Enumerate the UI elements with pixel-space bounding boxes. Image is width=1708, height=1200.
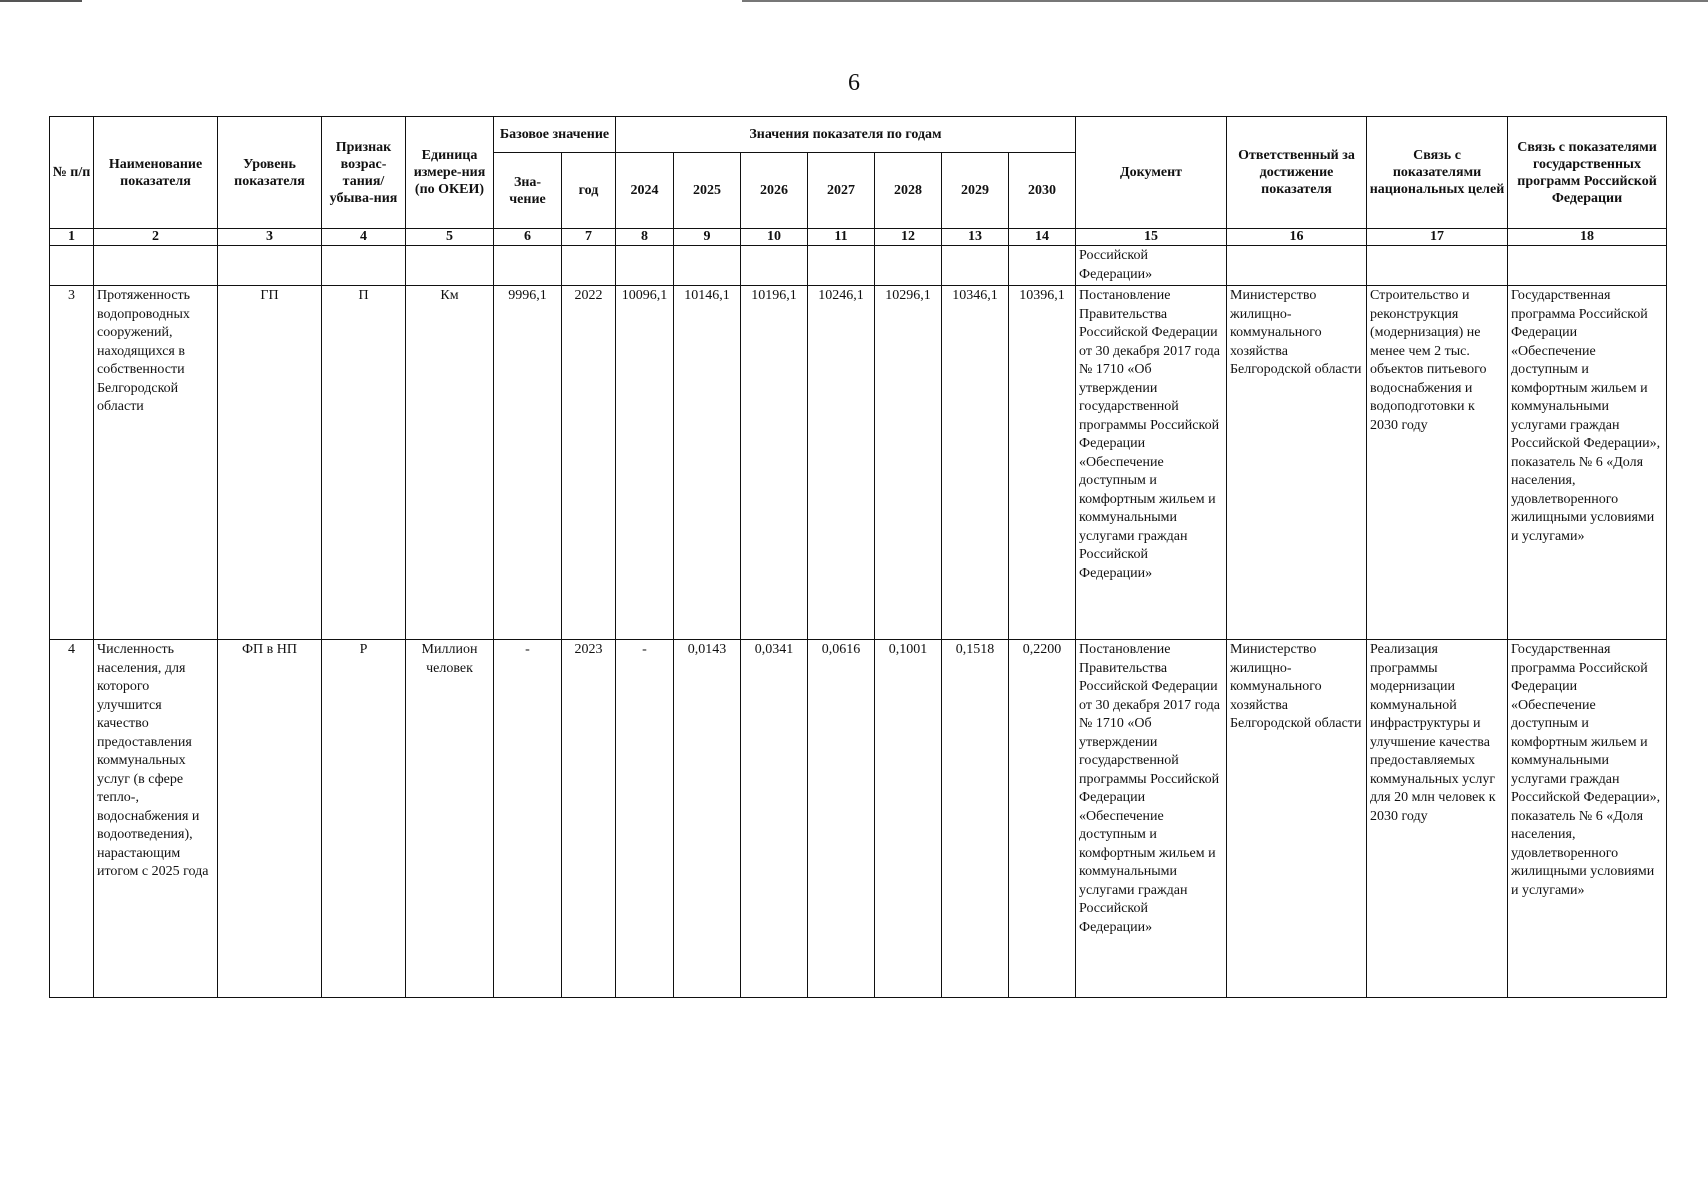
column-numbers-row (50, 229, 1667, 246)
year-value: 10246,1 (808, 286, 875, 640)
header-base-value: Зна-чение (494, 153, 562, 229)
header-num: № п/п (50, 117, 94, 229)
header-trend: Признак возрас-тания/ убыва-ния (322, 117, 406, 229)
table-row (50, 286, 1667, 640)
header-responsible: Ответственный за достижение показателя (1227, 117, 1367, 229)
year-value: 0,0341 (741, 640, 808, 998)
column-number: 18 (1508, 229, 1667, 246)
header-year: 2029 (942, 153, 1009, 229)
indicator-trend: Р (322, 640, 406, 998)
year-value: 0,1518 (942, 640, 1009, 998)
header-unit: Единица измере-ния (по ОКЕИ) (406, 117, 494, 229)
column-number: 17 (1367, 229, 1508, 246)
column-number: 8 (616, 229, 674, 246)
column-number: 12 (875, 229, 942, 246)
document: Постановление Правительства Российской Федерации от 30 декабря 2017 года № 1710 «Об утверждении государственной программы Российской Федерации «Обеспечение доступным и комфортным жильем и коммунальными услугами граждан Российской Федерации» (1076, 640, 1227, 998)
state-program: Государственная программа Российской Федерации «Обеспечение доступным и комфортным жильем и коммунальными услугами граждан Российской Федерации», показатель № 6 «Доля населения, удовлетворенного жилищными условиями и услугами» (1508, 640, 1667, 998)
year-value: 0,2200 (1009, 640, 1076, 998)
state-program: Государственная программа Российской Федерации «Обеспечение доступным и комфортным жильем и коммунальными услугами граждан Российской Федерации», показатель № 6 «Доля населения, удовлетворенного жилищными условиями и услугами» (1508, 286, 1667, 640)
header-base: Базовое значение (494, 117, 616, 153)
column-number: 4 (322, 229, 406, 246)
header-state-programs: Связь с показателями государственных программ Российской Федерации (1508, 117, 1667, 229)
continuation-row (50, 246, 1667, 286)
header-name: Наименование показателя (94, 117, 218, 229)
column-number: 9 (674, 229, 741, 246)
year-value: 10296,1 (875, 286, 942, 640)
year-value: 10146,1 (674, 286, 741, 640)
indicator-name: Протяженность водопроводных сооружений, находящихся в собственности Белгородской области (94, 286, 218, 640)
column-number: 10 (741, 229, 808, 246)
indicator-level: ФП в НП (218, 640, 322, 998)
header-document: Документ (1076, 117, 1227, 229)
indicator-level: ГП (218, 286, 322, 640)
scan-edge-line (0, 0, 82, 2)
header-level: Уровень показателя (218, 117, 322, 229)
column-number: 11 (808, 229, 875, 246)
base-year: 2023 (562, 640, 616, 998)
year-value: 10196,1 (741, 286, 808, 640)
scan-edge-line (742, 0, 1708, 2)
year-value: - (616, 640, 674, 998)
indicator-unit: Км (406, 286, 494, 640)
column-number: 16 (1227, 229, 1367, 246)
indicators-table (49, 116, 1667, 998)
column-number: 1 (50, 229, 94, 246)
header-year: 2025 (674, 153, 741, 229)
year-value: 10346,1 (942, 286, 1009, 640)
year-value: 0,0143 (674, 640, 741, 998)
responsible: Министерство жилищно-коммунального хозяйства Белгородской области (1227, 286, 1367, 640)
indicator-unit: Миллион человек (406, 640, 494, 998)
year-value: 0,1001 (875, 640, 942, 998)
header-years-group: Значения показателя по годам (616, 117, 1076, 153)
row-num: 3 (50, 286, 94, 640)
column-number: 6 (494, 229, 562, 246)
base-value: 9996,1 (494, 286, 562, 640)
indicator-name: Численность населения, для которого улучшится качество предоставления коммунальных услуг (в сфере тепло-, водоснабжения и водоотведения), нарастающим итогом с 2025 года (94, 640, 218, 998)
base-year: 2022 (562, 286, 616, 640)
table-row (50, 640, 1667, 998)
national-goal: Строительство и реконструкция (модернизация) не менее чем 2 тыс. объектов питьевого водоснабжения и водоподготовки к 2030 году (1367, 286, 1508, 640)
column-number: 7 (562, 229, 616, 246)
year-value: 10396,1 (1009, 286, 1076, 640)
column-number: 15 (1076, 229, 1227, 246)
column-number: 2 (94, 229, 218, 246)
document: Постановление Правительства Российской Федерации от 30 декабря 2017 года № 1710 «Об утверждении государственной программы Российской Федерации «Обеспечение доступным и комфортным жильем и коммунальными услугами граждан Российской Федерации» (1076, 286, 1227, 640)
base-value: - (494, 640, 562, 998)
indicator-trend: П (322, 286, 406, 640)
header-year: 2030 (1009, 153, 1076, 229)
continuation-document: Российской Федерации» (1076, 246, 1227, 286)
page-number: 6 (848, 70, 860, 96)
header-year: 2026 (741, 153, 808, 229)
column-number: 13 (942, 229, 1009, 246)
year-value: 0,0616 (808, 640, 875, 998)
header-national-goals: Связь с показателями национальных целей (1367, 117, 1508, 229)
header-year: 2024 (616, 153, 674, 229)
row-num: 4 (50, 640, 94, 998)
national-goal: Реализация программы модернизации коммунальной инфраструктуры и улучшение качества предоставляемых коммунальных услуг для 20 млн человек к 2030 году (1367, 640, 1508, 998)
responsible: Министерство жилищно-коммунального хозяйства Белгородской области (1227, 640, 1367, 998)
column-number: 14 (1009, 229, 1076, 246)
header-year: 2027 (808, 153, 875, 229)
column-number: 3 (218, 229, 322, 246)
header-year: 2028 (875, 153, 942, 229)
column-number: 5 (406, 229, 494, 246)
header-base-year: год (562, 153, 616, 229)
year-value: 10096,1 (616, 286, 674, 640)
